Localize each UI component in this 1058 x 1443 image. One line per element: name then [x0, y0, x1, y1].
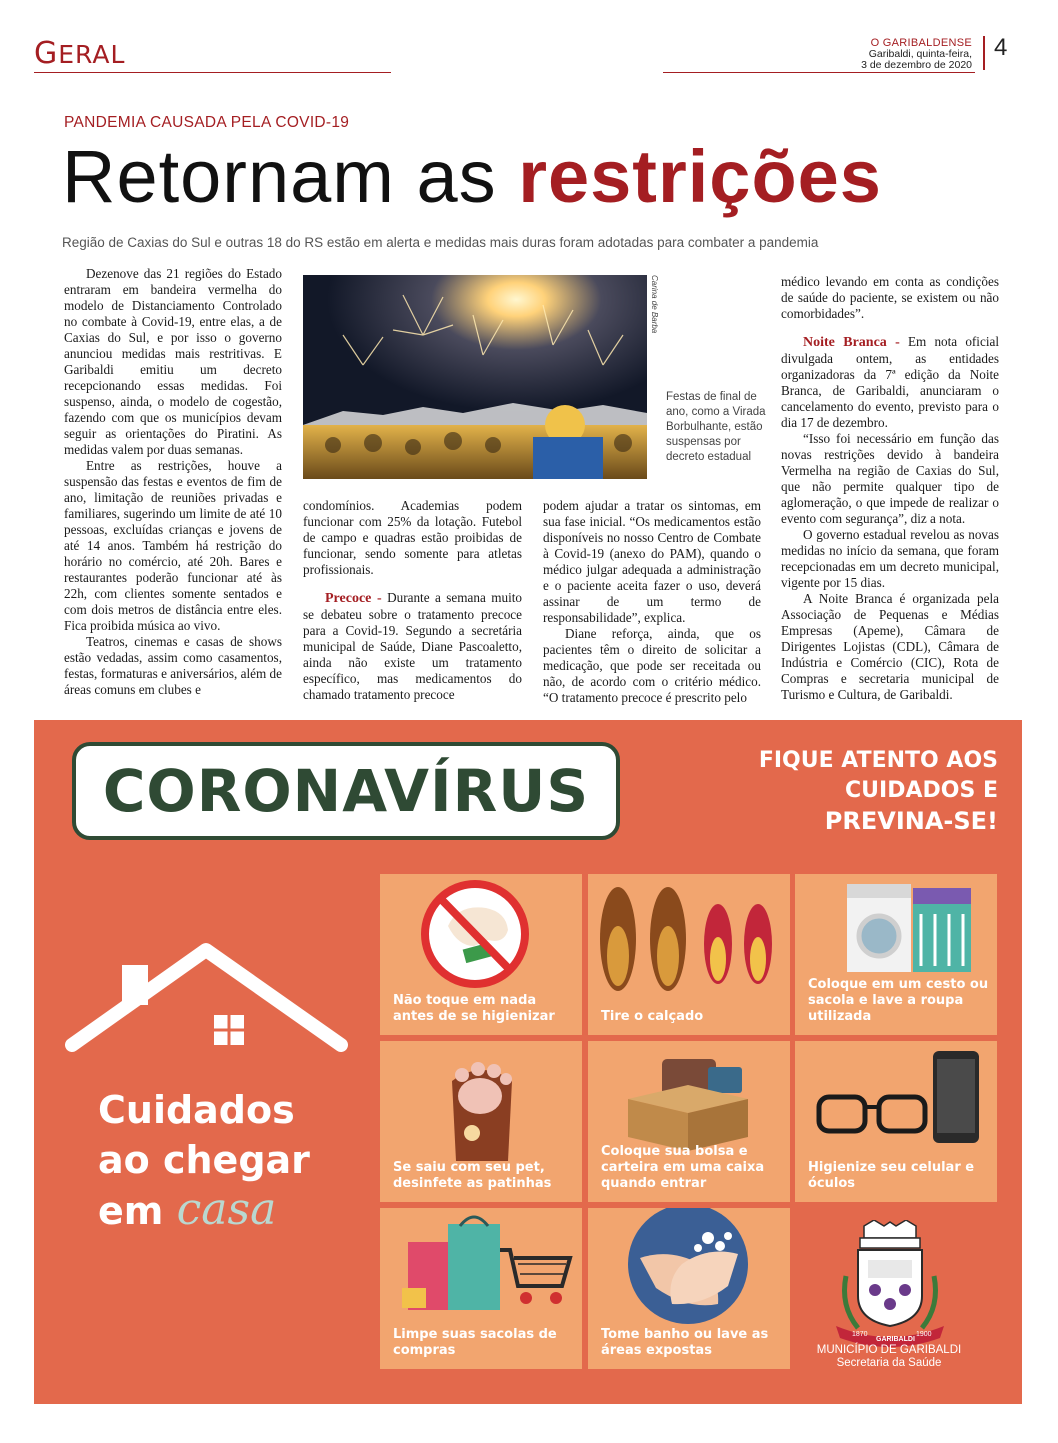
slogan-line-3: PREVINA-SE! — [824, 807, 998, 835]
photo-credit: Carina de Barba — [650, 275, 659, 334]
tip-label: Limpe suas sacolas de compras — [393, 1327, 557, 1358]
paragraph: Dezenove das 21 regiões do Estado entraram em bandeira vermelha do modelo de Distanciamento Controlado no combate à Covid-19, entre elas, a de Caxias do Sul, e por isso o governo anunciou medidas mais restritivas. E Garibaldi emitiu um decreto recepcionando essas medidas. Foi suspenso, ainda, o modelo de cogestão, fazendo com que os municípios devam seguir as orientações do Piratini. As medidas valem por duas semanas. — [64, 266, 282, 457]
photo-caption: Festas de final de ano, como a Virada Borbulhante, estão suspensas por decreto estadual — [666, 391, 766, 463]
tip-card-phone — [795, 1041, 997, 1202]
tip-label: Coloque em um cesto ou sacola e lave a roupa utilizada — [808, 977, 989, 1024]
section-initial: G — [34, 36, 59, 71]
paragraph: podem ajudar a tratar os sintomas, em sua fase inicial. “Os medicamentos estão disponíveis no nosso Centro de Combate à Covid-19 (anexo do PAM), quando o médico julgar adequada a administração e o paciente aceita fazer o uso, deverá assinar de um termo de responsabilidade”, explica. — [543, 498, 761, 625]
paragraph: Teatros, cinemas e casas de shows estão vedadas, assim como casamentos, festas, formaturas e aniversários, além de áreas comuns em clubes e — [64, 634, 282, 697]
article-column-3 — [543, 498, 761, 706]
paragraph: O governo estadual revelou as novas medidas no início da semana, que foram recepcionadas em um decreto municipal, vigente por 15 dias. — [781, 527, 999, 590]
subhead-noite-branca: Noite Branca - — [803, 335, 900, 350]
title-line-3 — [98, 1185, 310, 1236]
municipality-signature — [800, 1344, 978, 1370]
tip-label: Não toque em nada antes de se higienizar — [393, 993, 555, 1024]
crest-year-left: 1870 — [852, 1331, 868, 1338]
tip-card-pet — [380, 1041, 582, 1202]
coronavirus-logo — [72, 742, 620, 840]
tip-card-bags — [380, 1208, 582, 1369]
house-icon — [64, 935, 349, 1090]
paragraph: A Noite Branca é organizada pela Associação de Pequenas e Médias Empresas (Apeme), Câmara de Dirigentes Lojistas (CDL), Câmara de Indústria e Comércio (CIC), Rota de Compras e secretaria municipal de Turismo e Cultura, de Garibaldi. — [781, 591, 999, 702]
paragraph: Entre as restrições, houve a suspensão das festas e eventos de fim de ano, limitação de reuniões privadas e familiares, sugerindo um limite de até 10 pessoas, excluídas crianças e jovens de até 14 anos. Também há restrição do horário no comércio, até 20h. Bares e restaurantes poderão funcionar até às 22h, com clientes somente sentados e com dois metros de distância entre eles. Fica proibida música ao vivo. — [64, 458, 282, 633]
paragraph: Diane reforça, ainda, que os pacientes têm o direito de solicitar a medicação, que pode ser receitada ou não, de acordo com o critério médico. “O tratamento precoce é prescrito pelo — [543, 626, 761, 705]
tip-label: Tome banho ou lave as áreas expostas — [601, 1327, 769, 1358]
tip-card-shoes — [588, 874, 790, 1035]
tip-label: Se saiu com seu pet, desinfete as patinhas — [393, 1160, 552, 1191]
headline-part1: Retornam as — [62, 135, 519, 218]
page-separator — [983, 36, 985, 70]
section-rest: ERAL — [58, 40, 126, 69]
article-column-1 — [64, 266, 282, 698]
tip-label: Coloque sua bolsa e carteira em uma caixa quando entrar — [601, 1144, 765, 1191]
paper-name: O GARIBALDENSE — [870, 37, 972, 49]
crest-name: GARIBALDI — [876, 1336, 915, 1343]
slogan-line-1: FIQUE ATENTO AOS — [758, 748, 998, 773]
paragraph: médico levando em conta as condições de saúde do paciente, se existem ou não comorbidades”. — [781, 274, 999, 321]
logo-text: CORONAVÍRUS — [102, 757, 590, 825]
section-name — [34, 36, 125, 71]
page-number: 4 — [994, 34, 1008, 61]
paragraph-text: Durante a semana muito se debateu sobre o tratamento precoce para a Covid-19. Segundo a secretária municipal de Saúde, Diane Pascoaletto, ainda não existe um tratamento específico, mas medicamentos do chamado tratamento precoce — [303, 590, 522, 702]
title-line-2: ao chegar — [98, 1138, 310, 1182]
edition-date: 3 de dezembro de 2020 — [861, 59, 972, 71]
header-rule-right — [663, 72, 975, 73]
article-headline — [62, 134, 882, 219]
tip-label: Higienize seu celular e óculos — [808, 1160, 975, 1191]
title-line-3a: em — [98, 1189, 177, 1233]
municipal-crest-icon — [830, 1220, 950, 1350]
masthead — [861, 38, 972, 71]
paragraph-text: Em nota oficial divulgada ontem, as entidades organizadoras da 7ª edição da Noite Branca, de Garibaldi, anunciaram o cancelamento do evento, previsto para o dia 17 de dezembro. — [781, 334, 1000, 430]
article-column-4 — [781, 274, 999, 703]
tip-card-no-touch — [380, 874, 582, 1035]
ad-title — [98, 1085, 310, 1236]
title-line-1: Cuidados — [98, 1088, 295, 1132]
subhead-precoce: Precoce - — [325, 591, 382, 606]
article-column-2 — [303, 498, 522, 703]
municipality-name: MUNICÍPIO DE GARIBALDI — [816, 1344, 962, 1356]
header-rule-left — [34, 72, 391, 73]
department-name: Secretaria da Saúde — [836, 1357, 942, 1369]
ad-slogan — [698, 746, 998, 836]
tip-label: Tire o calçado — [601, 1009, 704, 1024]
coronavirus-ad — [34, 720, 1022, 1404]
paragraph: condomínios. Academias podem funcionar com 25% da lotação. Futebol de campo e quadras estão proibidas de funcionar, sendo somente para atletas profissionais. — [303, 498, 522, 577]
edition-city-day: Garibaldi, quinta-feira, — [868, 48, 972, 60]
headline-accent: restrições — [518, 135, 882, 218]
tip-card-wash — [588, 1208, 790, 1369]
tip-card-box — [588, 1041, 790, 1202]
paragraph: “Isso foi necessário em função das novas restrições devido à bandeira Vermelha na região de Caxias do Sul, que não permite qualquer tipo de aglomeração, o que impede de realizar o evento com segurança”, diz a nota. — [781, 431, 999, 526]
slogan-line-2: CUIDADOS E — [845, 778, 998, 803]
article-kicker: PANDEMIA CAUSADA PELA COVID-19 — [64, 114, 350, 131]
paragraph-noite-branca — [781, 334, 999, 431]
fireworks-photo — [303, 275, 647, 479]
tip-card-laundry — [795, 874, 997, 1035]
paragraph-precoce — [303, 590, 522, 703]
title-casa: casa — [176, 1184, 277, 1235]
crest-year-right: 1900 — [916, 1331, 932, 1338]
article-subheadline: Região de Caxias do Sul e outras 18 do RS estão em alerta e medidas mais duras foram adotadas para combater a pandemia — [62, 235, 819, 250]
